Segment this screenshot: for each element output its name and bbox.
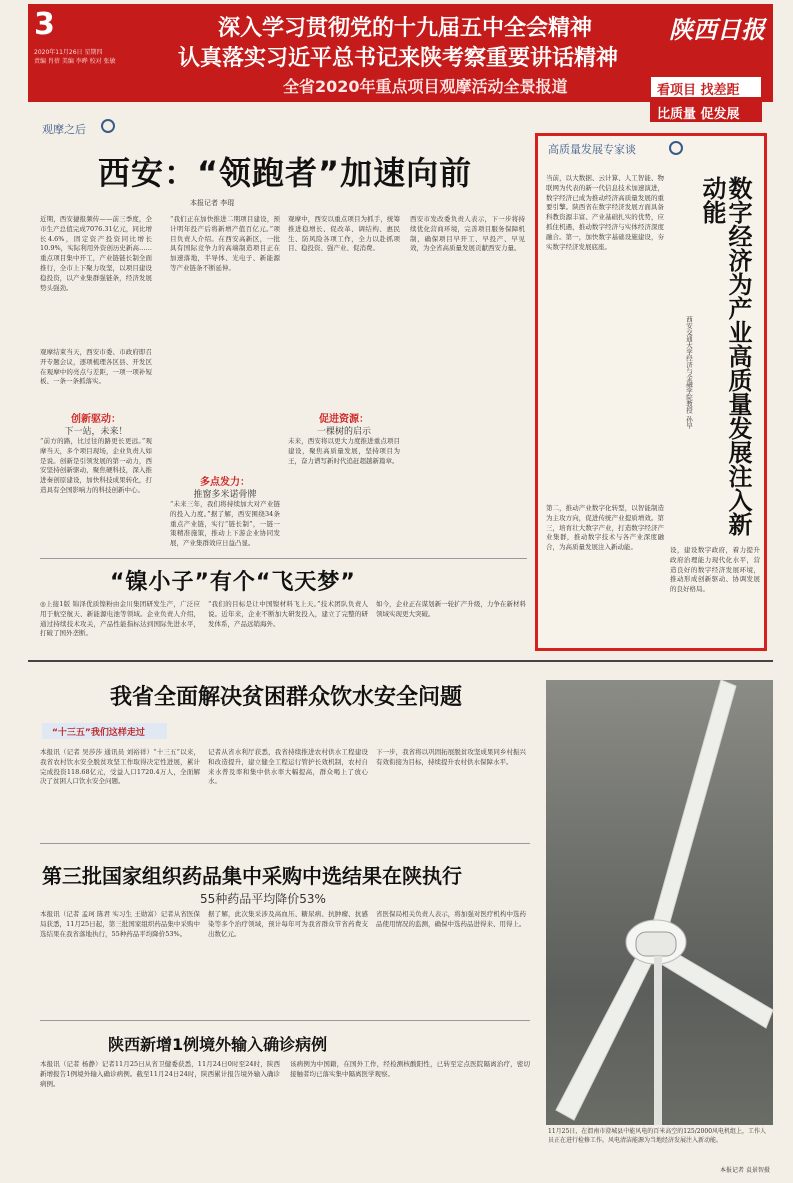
expert-header: 高质量发展专家谈 bbox=[548, 143, 636, 156]
masthead-headline-1: 深入学习贯彻党的十九届五中全会精神 bbox=[218, 16, 593, 41]
water-col-a: 本报讯（记者 吴莎莎 通讯员 刘裕祥）“十三五”以来，我省农村饮水安全脱贫攻坚工作取得决定性进展，累计完成投资118.68亿元，受益人口1720.4万人，全面解决了贫困人口饮水安全问题。 bbox=[40, 748, 200, 786]
water-col-b: 记者从省水利厅获悉，我省持续推进农村供水工程建设和改造提升，建立健全工程运行管护长效机制，农村自来水普及率和集中供水率大幅提高，群众喝上了放心水。 bbox=[208, 748, 368, 786]
medicine-col-c: 省医保局相关负责人表示，将加强对医疗机构中选药品使用情况的监测，确保中选药品进得来、用得上。 bbox=[376, 910, 526, 928]
tag-1-text: 看项目 找差距 bbox=[657, 83, 740, 98]
feature-col-b: “我们的目标是让中国镍材料飞上天。”技术团队负责人说。近年来，企业不断加大研发投入，建立了完整的研发体系，产品远销海外。 bbox=[208, 600, 368, 628]
issue-date: 2020年11月26日 星期四 bbox=[34, 49, 103, 56]
masthead-headline-2: 认真落实习近平总书记来陕考察重要讲话精神 bbox=[178, 46, 619, 71]
lead-subhead-2: 多点发力： bbox=[200, 477, 250, 488]
circle-q-icon bbox=[669, 141, 683, 155]
divider bbox=[40, 843, 530, 844]
lead-col3-a: 观摩中，西安以重点项目为抓手，统筹推进稳增长、促改革、调结构、惠民生、防风险各项工作，全力以赴抓项目、稳投资、强产业、促消费。 bbox=[288, 215, 400, 253]
expert-author: 西安交通大学经济与金融学院教授 孙早 bbox=[685, 316, 693, 429]
divider bbox=[40, 1020, 530, 1021]
medicine-title: 第三批国家组织药品集中采购中选结果在陕执行 bbox=[42, 864, 462, 888]
expert-col-c: 设，建设数字政府，着力提升政府治理能力现代化水平，营造良好的数字经济发展环境，推动形成创新驱动、协调发展的良好格局。 bbox=[670, 546, 760, 594]
masthead-subhead: 全省2020年重点项目观摩活动全景报道 bbox=[283, 77, 568, 96]
medicine-col-a: 本报讯（记者 孟珂 陈君 实习生 王勋富）记者从省医保局获悉，11月25日起，第三批国家组织药品集中采购中选结果在我省落地执行，55种药品平均降价53%。 bbox=[40, 910, 200, 938]
water-tag bbox=[42, 723, 167, 739]
lead-title: 西安：“领跑者”加速向前 bbox=[98, 154, 473, 192]
divider bbox=[40, 558, 527, 559]
lead-subhead-3b: 一棵树的启示 bbox=[316, 427, 371, 437]
lead-subhead-3: 促进资源： bbox=[319, 414, 369, 425]
covid-title: 陕西新增1例境外输入确诊病例 bbox=[108, 1035, 328, 1054]
page-number: 3 bbox=[34, 7, 55, 42]
newspaper-logo: 陕西日报 bbox=[669, 15, 765, 44]
medicine-col-b: 据了解，此次集采涉及高血压、糖尿病、抗肿瘤、抗感染等多个治疗领域，预计每年可为我省群众节省药费支出数亿元。 bbox=[208, 910, 368, 938]
lead-subhead-1b: 下一站，未来！ bbox=[64, 427, 128, 437]
circle-q-icon bbox=[101, 119, 115, 133]
lead-col1-a: 近期，西安捷报频传——前三季度，全市生产总值完成7076.31亿元，同比增长4.6%，固定资产投资同比增长10.9%，实际利用外资创历史新高……重点项目集中开工，产业链链长制全面推行，全市上下聚力攻坚，以项目建设稳投资，以产业集群强链条，经济发展势头强劲。 bbox=[40, 215, 152, 292]
lead-col1-c: “前方的路，比过往的路更长更远。”观摩当天，多个项目现场，企业负责人如是说。创新是引领发展的第一动力，西安坚持创新驱动，聚焦硬科技，深入推进秦创原建设，加快科技成果转化，打造具有全国影响力的科技创新中心。 bbox=[40, 437, 152, 494]
lead-subhead-1: 创新驱动： bbox=[71, 414, 121, 425]
lead-col4-a: 西安市发改委负责人表示，下一步将持续优化营商环境，完善项目服务保障机制，确保项目早开工、早投产、早见效，为全省高质量发展贡献西安力量。 bbox=[410, 215, 525, 253]
tag-box-1 bbox=[650, 76, 762, 98]
lead-byline: 本报记者 李琨 bbox=[190, 199, 235, 207]
feature-col-c: 如今，企业正在谋划新一轮扩产升级，力争在新材料领域实现更大突破。 bbox=[376, 600, 526, 618]
lead-col1-b: 观摩结束当天，西安市委、市政府即召开专题会议，逐项梳理各区县、开发区在观摩中的亮点与差距，一项一项补短板、一条一条抓落实。 bbox=[40, 348, 152, 386]
photo-credit: 本报记者 袁景智摄 bbox=[720, 1167, 770, 1174]
date-line bbox=[34, 48, 144, 66]
water-col-c: 下一步，我省将以巩固拓展脱贫攻坚成果同乡村振兴有效衔接为目标，持续提升农村供水保障水平。 bbox=[376, 748, 526, 766]
expert-title: 数字经济为产业高质量发展注入新动能 bbox=[698, 176, 752, 536]
water-title: 我省全面解决贫困群众饮水安全问题 bbox=[110, 685, 463, 710]
editor-line: 责编 肖蓓 美编 李晔 校对 张敏 bbox=[34, 58, 116, 65]
covid-col-b: 该病例为中国籍，在国外工作，经检测核酸阳性，已转至定点医院隔离治疗，密切接触者均已落实集中隔离医学观察。 bbox=[290, 1060, 530, 1078]
lead-col3-b: 未来，西安将以更大力度推进重点项目建设，聚焦高质量发展，坚持项目为王，奋力谱写新时代追赶超越新篇章。 bbox=[288, 437, 400, 465]
lead-subhead-2b: 推窗多米诺骨牌 bbox=[193, 490, 257, 500]
water-tag-text: “十三五”我们这样走过 bbox=[52, 728, 145, 738]
feature-col-a: ◎上接1版 锦泽优质镍粉由金川集团研发生产，广泛应用于航空航天、新能源电池等领域。企业负责人介绍，通过持续技术攻关，产品性能指标达到国际先进水平，打破了国外垄断。 bbox=[40, 600, 200, 638]
lead-col2-a: “我们正在加快推进二期项目建设，预计明年投产后将新增产值百亿元。”项目负责人介绍。在西安高新区，一批具有国际竞争力的高端制造项目正在加速落地，半导体、光电子、新能源等产业链条不断延伸。 bbox=[170, 215, 280, 272]
expert-box bbox=[535, 133, 767, 651]
expert-col-b: 第二，推动产业数字化转型，以智能制造为主攻方向，促进传统产业提质增效。第三，培育壮大数字产业，打造数字经济产业集群，推动数字技术与各产业深度融合，为高质量发展注入新动能。 bbox=[546, 504, 664, 552]
wind-turbine-photo bbox=[546, 680, 773, 1125]
section-divider bbox=[28, 660, 773, 662]
feature-title: “镍小子”有个“飞天梦” bbox=[110, 570, 356, 595]
medicine-subtitle: 55种药品平均降价53% bbox=[200, 892, 326, 906]
section-label: 观摩之后 bbox=[42, 123, 86, 136]
photo-caption: 11月25日，在渭南市澄城县中能风电的百米高空的125/2000风电机组上，工作人员正在进行检修工作。风电清洁能源为当地经济发展注入新动能。 bbox=[548, 1128, 767, 1144]
tag-box-2 bbox=[650, 100, 762, 122]
wind-turbine-illustration bbox=[546, 680, 773, 1125]
lead-col2-b: “未来三年，我们将持续加大对产业链的投入力度。”据了解，西安围绕34条重点产业链，实行“链长制”，一链一策精准施策，推动上下游企业协同发展，产业集群效应日益凸显。 bbox=[170, 500, 280, 548]
expert-col-a: 当前，以大数据、云计算、人工智能、物联网为代表的新一代信息技术加速演进，数字经济已成为推动经济高质量发展的重要引擎。陕西省在数字经济发展方面具备科教资源丰富、产业基础扎实的优势，应抓住机遇，推动数字经济与实体经济深度融合。第一，加快数字基础设施建设，夯实数字经济发展底座。 bbox=[546, 174, 664, 251]
tag-2-text: 比质量 促发展 bbox=[657, 107, 740, 122]
covid-col-a: 本报讯（记者 杨静）记者11月25日从省卫健委获悉，11月24日0时至24时，陕西新增报告1例境外输入确诊病例。截至11月24日24时，陕西累计报告境外输入确诊病例。 bbox=[40, 1060, 280, 1088]
